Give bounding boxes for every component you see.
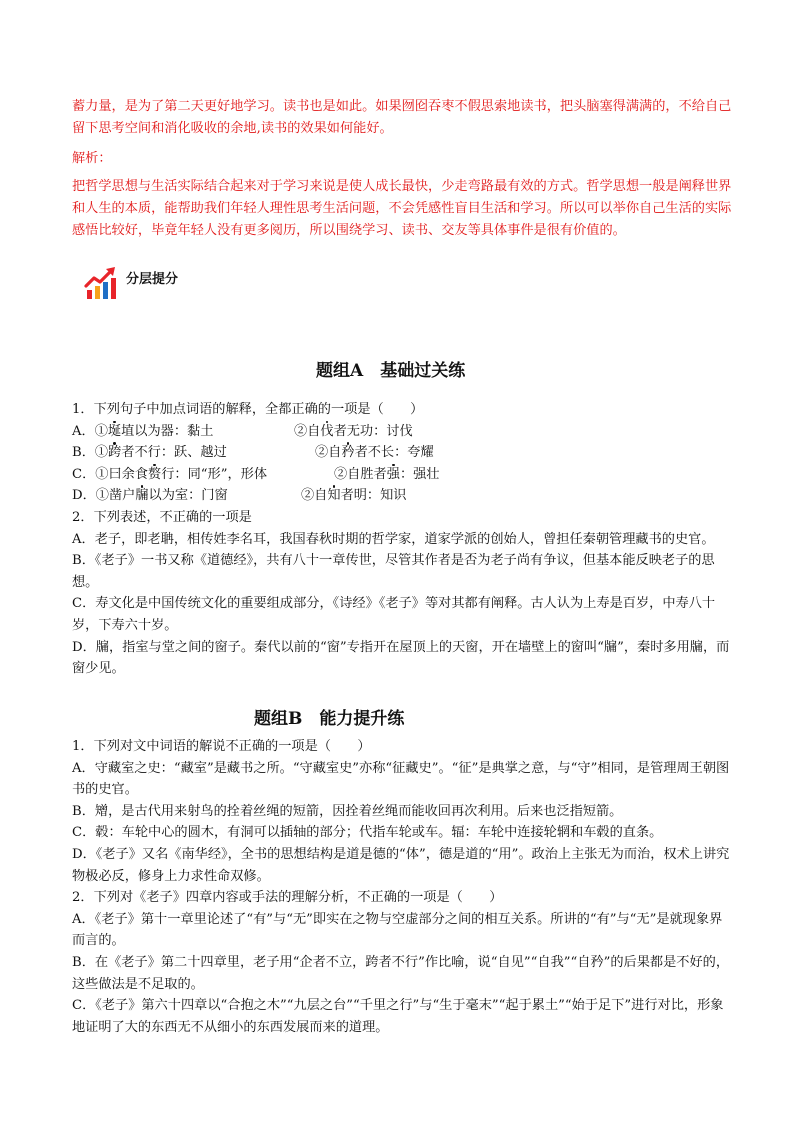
group-a-title: 题组A 基础过关练: [316, 361, 466, 381]
dotted-word: 强: [386, 466, 400, 482]
dotted-word: 赘: [148, 466, 162, 482]
analysis-paragraph: 把哲学思想与生活实际结合起来对于学习来说是使人成长最快，少走弯路最有效的方式。哲学思想一般是阐释世界和人生的本质，能帮助我们年轻人理性思考生活问题，不会凭感性盲目生活和学习。所以可以举你自己生活的实际感悟比较好，毕竟年轻人没有更多阅历，所以围绕学习、读书、交友等具体事件是很有价值的。: [72, 179, 732, 238]
section-badge: [84, 266, 178, 300]
option-c: C．毂：车轮中心的圆木，有洞可以插轴的部分；代指车轮或车。辐：车轮中连接轮辋和车毂的直条。: [72, 825, 663, 841]
option-a: A．老子，即老聃，相传姓李名耳，我国春秋时期的哲学家，道家学派的创始人，曾担任秦朝管理藏书的史官。: [72, 531, 715, 547]
group-a-questions: [72, 399, 732, 680]
option-a: A．《老子》第十一章里论述了“有”与“无”即实在之物与空虚部分之间的相互关系。所讲的“有”与“无”是就现象界而言的。: [72, 911, 723, 949]
intro-paragraph: 蓄力量，是为了第二天更好地学习。读书也是如此。如果囫囵吞枣不假思索地读书，把头脑塞得满满的，不给自己留下思考空间和消化吸收的余地,读书的效果如何能好。: [72, 99, 732, 136]
option-b: B．①跨者不行：跃、越过 ②自矜者不长：夸耀: [72, 445, 434, 461]
badge-label: 分层提分: [126, 272, 179, 287]
growth-chart-icon: [84, 266, 118, 300]
option-b: B．在《老子》第二十四章里，老子用“企者不立，跨者不行”作比喻，说“自见”“自我”“自矜”的后果都是不好的，这些做法是不足取的。: [72, 954, 730, 992]
option-b: B．矰，是古代用来射鸟的拴着丝绳的短箭，因拴着丝绳而能收回再次利用。后来也泛指短箭。: [72, 803, 623, 819]
group-b-questions: [72, 736, 732, 1038]
dotted-word: 埏: [107, 423, 122, 439]
option-a: A．守藏室之史：“藏室”是藏书之所。“守藏室史”亦称“征藏史”。“征”是典掌之意，与“守”相同，是管理周王朝图书的史官。: [72, 760, 730, 798]
dotted-word: 伐: [320, 423, 334, 439]
group-b-title: 题组B 能力提升练: [254, 709, 405, 729]
dotted-word: 知: [327, 488, 341, 504]
dotted-word: 矜: [341, 445, 355, 461]
dotted-word: 牖: [135, 488, 149, 504]
option-b: B．《老子》一书又称《道德经》，共有八十一章传世，尽管其作者是否为老子尚有争议，但基本能反映老子的思想。: [72, 553, 715, 590]
option-d: D．①凿户牖以为室：门窗 ②自知者明：知识: [72, 488, 407, 504]
option-d: D．牖，指室与堂之间的窗子。秦代以前的“窗”专指开在屋顶上的天窗，开在墙壁上的窗叫“牖”，秦时多用牖，而窗少见。: [72, 639, 730, 677]
option-c: C．寿文化是中国传统文化的重要组成部分，《诗经》《老子》等对其都有阐释。古人认为上寿是百岁，中寿八十岁，下寿六十岁。: [72, 596, 716, 633]
option-c: C．①曰余食赘行：同“形”，形体 ②自胜者强：强壮: [72, 466, 440, 482]
option-c: C．《老子》第六十四章以“合抱之木”“九层之台”“千里之行”与“生于毫末”“起于累土”“始于足下”进行对比，形象地证明了大的东西无不从细小的东西发展而来的道理。: [72, 998, 724, 1035]
dotted-word: 跨: [108, 445, 122, 461]
option-d: D．《老子》又名《南华经》，全书的思想结构是道是德的“体”，德是道的“用”。政治上主张无为而治，权术上讲究物极必反，修身上力求性命双修。: [72, 846, 730, 884]
analysis-label: 解析：: [72, 151, 112, 166]
question-stem: 1．下列句子中加点词语的解释，全都正确的一项是（ ）: [72, 402, 424, 417]
question-stem: 2．下列表述，不正确的一项是: [72, 509, 252, 525]
option-a: A．①埏埴以为器：黏土 ②自伐者无功：讨伐: [72, 423, 413, 439]
question-stem: 2．下列对《老子》四章内容或手法的理解分析，不正确的一项是（ ）: [72, 890, 503, 906]
question-stem: 1．下列对文中词语的解说不正确的一项是（ ）: [72, 739, 371, 754]
